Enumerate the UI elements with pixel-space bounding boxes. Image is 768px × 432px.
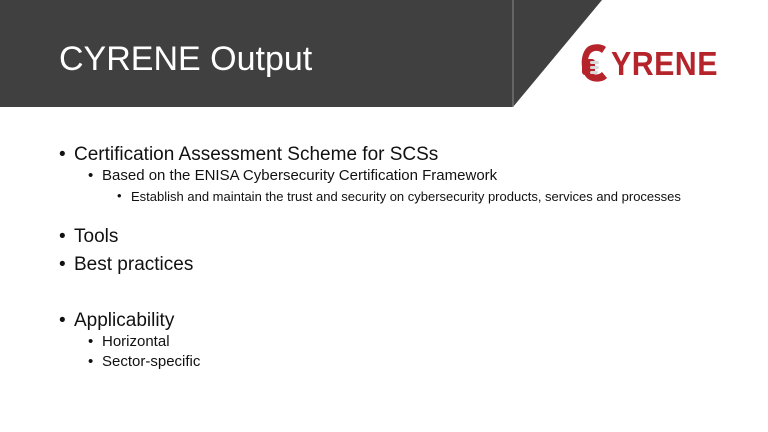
slide-title: CYRENE Output <box>59 40 313 78</box>
bullet-dot: • <box>88 333 94 350</box>
bullet-text: Horizontal <box>102 333 170 350</box>
bullet-horizontal <box>88 333 170 350</box>
bullet-dot: • <box>88 353 94 370</box>
logo-wordmark: YRENE <box>611 44 718 82</box>
bullet-applicability <box>59 310 174 332</box>
bullet-text: Applicability <box>74 310 175 331</box>
bullet-best-practices <box>59 254 193 276</box>
bullet-trust-security <box>117 189 706 205</box>
bullet-certification-scheme <box>59 144 438 166</box>
bullet-text: Best practices <box>74 254 194 275</box>
bullet-dot: • <box>88 167 94 184</box>
bullet-dot: • <box>59 226 66 247</box>
bullet-dot: • <box>59 254 66 275</box>
bullet-tools <box>59 226 118 248</box>
bullet-text: Establish and maintain the trust and security on cybersecurity products, services and processes <box>131 189 681 204</box>
bullet-text: Tools <box>74 226 119 247</box>
bullet-text: Sector-specific <box>102 353 201 370</box>
bullet-sector-specific <box>88 353 200 370</box>
bullet-enisa-framework <box>88 167 497 184</box>
bullet-dot: • <box>59 144 66 165</box>
bullet-text: Certification Assessment Scheme for SCSs <box>74 144 439 165</box>
bullet-dot: • <box>59 310 66 331</box>
bullet-dot: • <box>117 188 122 203</box>
bullet-text: Based on the ENISA Cybersecurity Certification Framework <box>102 167 498 184</box>
